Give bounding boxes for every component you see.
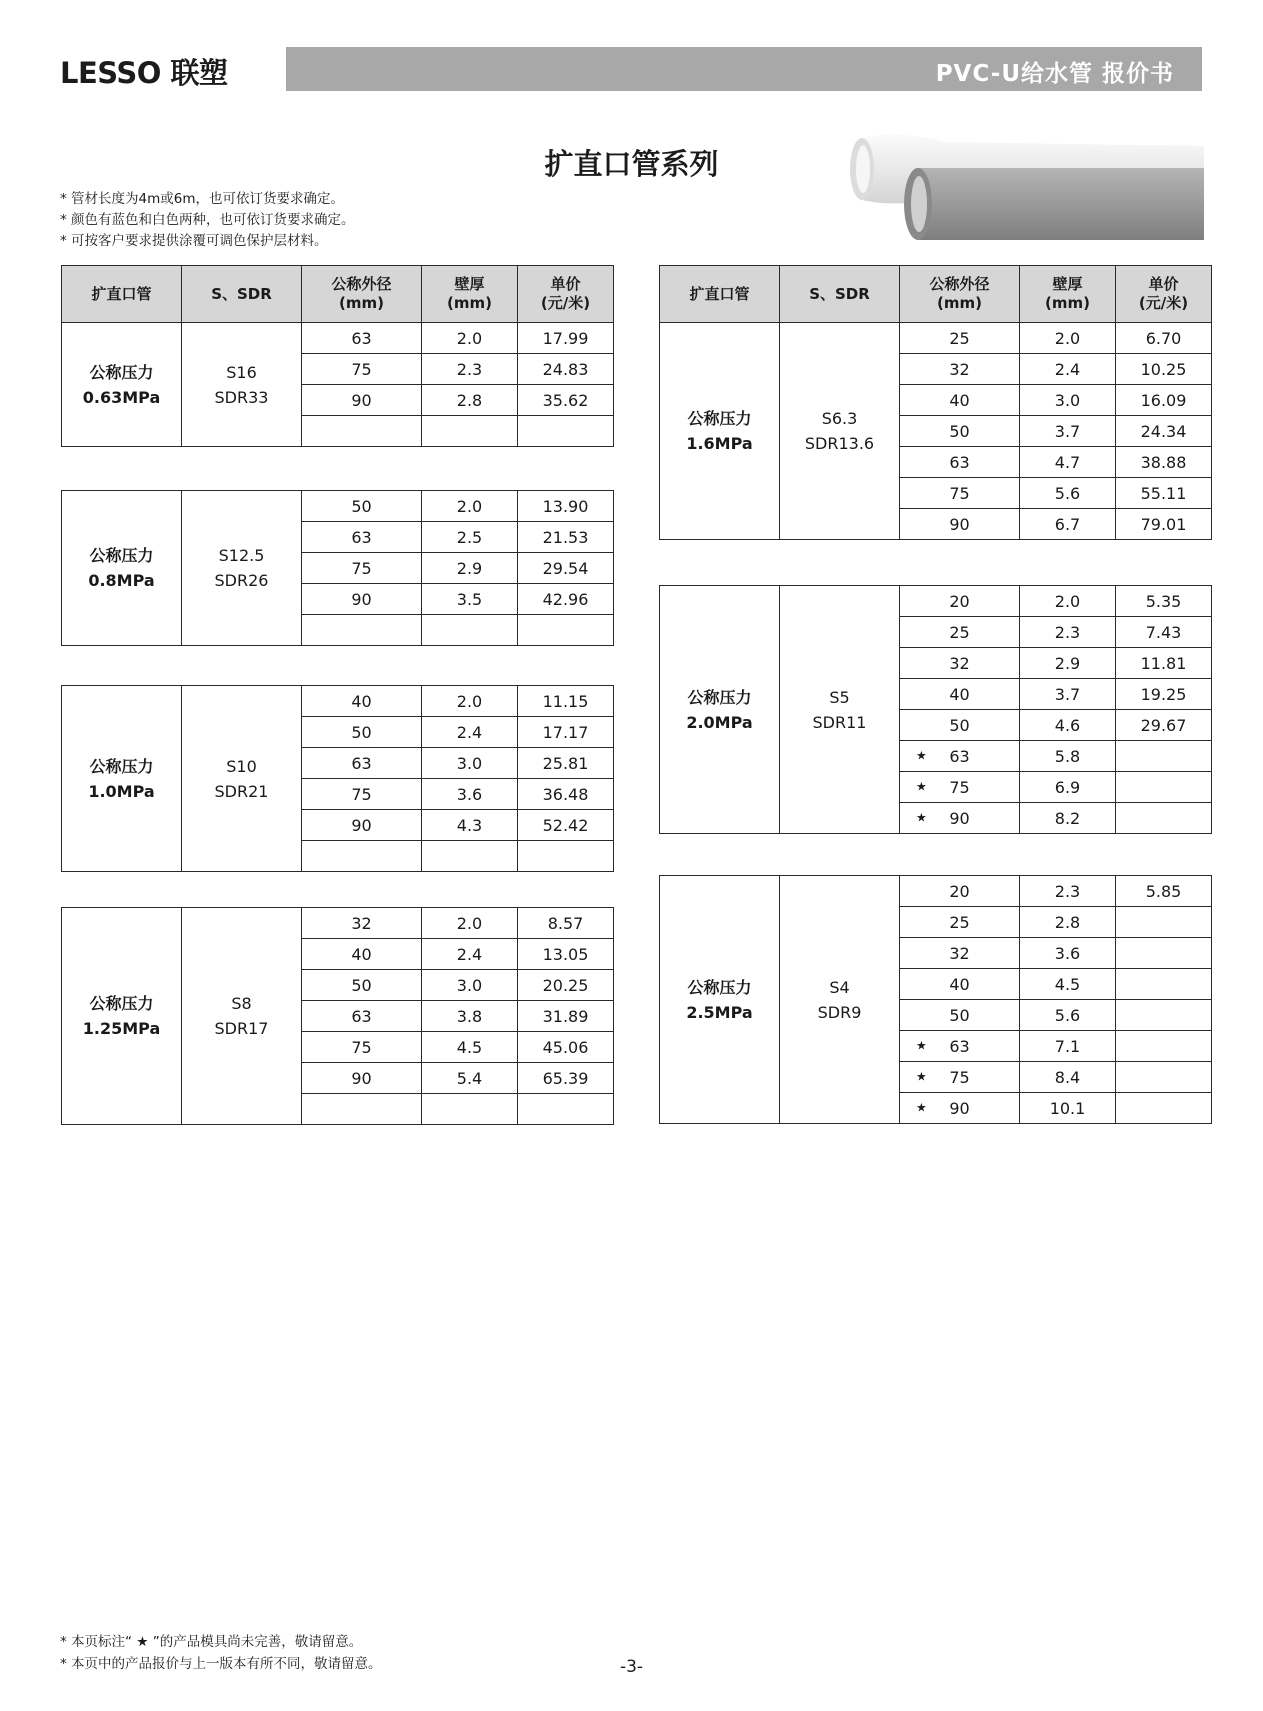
outer-diameter-cell bbox=[900, 354, 1020, 385]
series-s: S6.3 bbox=[821, 409, 858, 428]
pressure-label: 公称压力 bbox=[89, 756, 154, 776]
unit-price-cell: 52.42 bbox=[518, 810, 614, 841]
lesso-logo: LESSO 联塑 bbox=[60, 56, 228, 90]
outer-diameter-cell bbox=[900, 803, 1020, 834]
pressure-cell bbox=[62, 491, 182, 646]
pressure-label: 公称压力 bbox=[687, 977, 752, 997]
outer-diameter-value: 40 bbox=[949, 684, 970, 704]
outer-diameter-value: 20 bbox=[949, 881, 970, 901]
outer-diameter-value: 20 bbox=[949, 591, 970, 611]
table-row bbox=[62, 686, 614, 717]
table-row bbox=[660, 586, 1212, 617]
outer-diameter-cell bbox=[302, 491, 422, 522]
outer-diameter-value: 75 bbox=[949, 777, 970, 797]
wall-thickness-cell bbox=[422, 615, 518, 646]
wall-thickness-cell: 2.3 bbox=[422, 354, 518, 385]
outer-diameter-cell bbox=[302, 908, 422, 939]
unit-price-cell: 79.01 bbox=[1116, 509, 1212, 540]
note-coating: * 可按客户要求提供涂覆可调色保护层材料。 bbox=[60, 233, 328, 249]
outer-diameter-value: 50 bbox=[949, 715, 970, 735]
outer-diameter-cell bbox=[900, 710, 1020, 741]
outer-diameter-value: 75 bbox=[351, 1037, 372, 1057]
wall-thickness-cell: 2.0 bbox=[422, 686, 518, 717]
unit-price-cell bbox=[518, 841, 614, 872]
unit-price-cell: 10.25 bbox=[1116, 354, 1212, 385]
table-header-row bbox=[660, 266, 1212, 323]
column-header: 扩直口管 bbox=[660, 266, 780, 323]
wall-thickness-cell: 2.3 bbox=[1020, 617, 1116, 648]
unit-price-cell: 19.25 bbox=[1116, 679, 1212, 710]
series-sdr: SDR11 bbox=[812, 712, 867, 732]
series-s: S8 bbox=[231, 994, 252, 1013]
spec-table bbox=[659, 585, 1212, 834]
outer-diameter-value: 75 bbox=[351, 784, 372, 804]
wall-thickness-cell: 2.4 bbox=[422, 939, 518, 970]
unit-price-cell bbox=[1116, 1093, 1212, 1124]
unit-price-cell: 17.17 bbox=[518, 717, 614, 748]
pressure-label: 公称压力 bbox=[687, 687, 752, 707]
header-bar bbox=[286, 47, 1202, 91]
column-header: 单价 (元/米) bbox=[1116, 266, 1212, 323]
outer-diameter-cell bbox=[302, 615, 422, 646]
note-length: * 管材长度为4m或6m，也可依订货要求确定。 bbox=[60, 191, 345, 207]
outer-diameter-cell bbox=[302, 522, 422, 553]
unit-price-cell bbox=[1116, 1031, 1212, 1062]
column-header: 公称外径 (mm) bbox=[302, 266, 422, 323]
outer-diameter-value: 50 bbox=[949, 421, 970, 441]
outer-diameter-cell bbox=[302, 841, 422, 872]
wall-thickness-cell: 10.1 bbox=[1020, 1093, 1116, 1124]
outer-diameter-cell bbox=[302, 584, 422, 615]
outer-diameter-value: 90 bbox=[351, 815, 372, 835]
wall-thickness-cell: 3.7 bbox=[1020, 416, 1116, 447]
unit-price-cell: 5.35 bbox=[1116, 586, 1212, 617]
unit-price-cell: 7.43 bbox=[1116, 617, 1212, 648]
series-sdr: SDR17 bbox=[214, 1019, 269, 1038]
outer-diameter-cell bbox=[900, 509, 1020, 540]
outer-diameter-value: 75 bbox=[351, 359, 372, 379]
series-sdr: SDR9 bbox=[817, 1002, 862, 1022]
unit-price-cell: 17.99 bbox=[518, 323, 614, 354]
wall-thickness-cell: 4.5 bbox=[422, 1032, 518, 1063]
wall-thickness-cell: 3.0 bbox=[422, 748, 518, 779]
unit-price-cell: 24.34 bbox=[1116, 416, 1212, 447]
wall-thickness-cell: 4.6 bbox=[1020, 710, 1116, 741]
unit-price-cell: 25.81 bbox=[518, 748, 614, 779]
outer-diameter-cell bbox=[302, 323, 422, 354]
unit-price-cell: 8.57 bbox=[518, 908, 614, 939]
unit-price-cell bbox=[1116, 907, 1212, 938]
outer-diameter-cell bbox=[302, 1001, 422, 1032]
outer-diameter-value: 25 bbox=[949, 912, 970, 932]
wall-thickness-cell: 2.4 bbox=[422, 717, 518, 748]
outer-diameter-value: 90 bbox=[949, 1098, 970, 1118]
spec-table bbox=[61, 490, 614, 646]
column-header: 单价 (元/米) bbox=[518, 266, 614, 323]
wall-thickness-cell: 3.5 bbox=[422, 584, 518, 615]
outer-diameter-value: 63 bbox=[949, 452, 970, 472]
outer-diameter-value: 40 bbox=[949, 390, 970, 410]
page-title: 扩直口管系列 bbox=[544, 147, 719, 181]
unit-price-cell bbox=[1116, 803, 1212, 834]
unit-price-cell: 42.96 bbox=[518, 584, 614, 615]
column-header: 壁厚 (mm) bbox=[422, 266, 518, 323]
outer-diameter-value: 90 bbox=[351, 390, 372, 410]
unit-price-cell: 13.90 bbox=[518, 491, 614, 522]
wall-thickness-cell: 2.3 bbox=[1020, 876, 1116, 907]
series-s: S5 bbox=[829, 687, 850, 707]
pressure-value: 2.5MPa bbox=[686, 1002, 753, 1022]
sdr-cell bbox=[182, 323, 302, 447]
wall-thickness-cell bbox=[422, 416, 518, 447]
outer-diameter-cell bbox=[900, 586, 1020, 617]
unit-price-cell: 20.25 bbox=[518, 970, 614, 1001]
outer-diameter-value: 50 bbox=[949, 1005, 970, 1025]
outer-diameter-value: 75 bbox=[949, 1067, 970, 1087]
wall-thickness-cell: 5.8 bbox=[1020, 741, 1116, 772]
footnote-price: * 本页中的产品报价与上一版本有所不同，敬请留意。 bbox=[60, 1656, 382, 1672]
outer-diameter-cell bbox=[900, 772, 1020, 803]
column-header: 公称外径 (mm) bbox=[900, 266, 1020, 323]
note-color: * 颜色有蓝色和白色两种，也可依订货要求确定。 bbox=[60, 212, 355, 228]
header-title: PVC-U给水管 报价书 bbox=[935, 61, 1174, 87]
unit-price-cell bbox=[1116, 1000, 1212, 1031]
pressure-cell bbox=[660, 876, 780, 1124]
column-header: 扩直口管 bbox=[62, 266, 182, 323]
column-header: S、SDR bbox=[780, 266, 900, 323]
outer-diameter-value: 63 bbox=[949, 1036, 970, 1056]
unit-price-cell: 65.39 bbox=[518, 1063, 614, 1094]
outer-diameter-cell bbox=[900, 478, 1020, 509]
wall-thickness-cell: 5.4 bbox=[422, 1063, 518, 1094]
column-header: S、SDR bbox=[182, 266, 302, 323]
wall-thickness-cell: 8.2 bbox=[1020, 803, 1116, 834]
footnote-star: * 本页标注“ ★ ”的产品模具尚未完善，敬请留意。 bbox=[60, 1634, 363, 1650]
unit-price-cell: 13.05 bbox=[518, 939, 614, 970]
unit-price-cell bbox=[1116, 772, 1212, 803]
unit-price-cell bbox=[1116, 969, 1212, 1000]
star-mark: ★ bbox=[916, 1038, 927, 1053]
pressure-value: 1.6MPa bbox=[686, 434, 753, 453]
pressure-label: 公称压力 bbox=[89, 362, 154, 382]
outer-diameter-cell bbox=[900, 1062, 1020, 1093]
star-mark: ★ bbox=[916, 1069, 927, 1084]
outer-diameter-value: 40 bbox=[351, 691, 372, 711]
pressure-value: 0.63MPa bbox=[82, 387, 161, 407]
star-mark: ★ bbox=[916, 779, 927, 794]
unit-price-cell bbox=[1116, 938, 1212, 969]
unit-price-cell: 29.67 bbox=[1116, 710, 1212, 741]
wall-thickness-cell: 3.6 bbox=[422, 779, 518, 810]
spec-table bbox=[659, 875, 1212, 1124]
table-row bbox=[660, 323, 1212, 354]
outer-diameter-cell bbox=[900, 385, 1020, 416]
series-sdr: SDR21 bbox=[214, 781, 269, 801]
wall-thickness-cell: 2.0 bbox=[422, 908, 518, 939]
series-sdr: SDR26 bbox=[214, 571, 269, 590]
unit-price-cell: 38.88 bbox=[1116, 447, 1212, 478]
series-s: S4 bbox=[829, 977, 850, 997]
wall-thickness-cell: 8.4 bbox=[1020, 1062, 1116, 1093]
outer-diameter-cell bbox=[302, 553, 422, 584]
table-row bbox=[660, 876, 1212, 907]
outer-diameter-cell bbox=[900, 323, 1020, 354]
spec-table bbox=[61, 265, 614, 447]
outer-diameter-value: 90 bbox=[949, 808, 970, 828]
unit-price-cell: 11.81 bbox=[1116, 648, 1212, 679]
unit-price-cell: 55.11 bbox=[1116, 478, 1212, 509]
pressure-cell bbox=[62, 686, 182, 872]
sdr-cell bbox=[182, 491, 302, 646]
outer-diameter-cell bbox=[900, 907, 1020, 938]
wall-thickness-cell: 2.8 bbox=[422, 385, 518, 416]
outer-diameter-cell bbox=[302, 779, 422, 810]
outer-diameter-cell bbox=[302, 717, 422, 748]
outer-diameter-cell bbox=[900, 1000, 1020, 1031]
pressure-value: 2.0MPa bbox=[686, 712, 753, 732]
page-number: -3- bbox=[619, 1657, 644, 1677]
wall-thickness-cell: 2.5 bbox=[422, 522, 518, 553]
spec-table bbox=[61, 907, 614, 1125]
outer-diameter-value: 63 bbox=[351, 1006, 372, 1026]
wall-thickness-cell: 7.1 bbox=[1020, 1031, 1116, 1062]
outer-diameter-cell bbox=[900, 938, 1020, 969]
outer-diameter-cell bbox=[900, 447, 1020, 478]
series-sdr: SDR33 bbox=[214, 387, 269, 407]
unit-price-cell bbox=[518, 1094, 614, 1125]
wall-thickness-cell: 4.5 bbox=[1020, 969, 1116, 1000]
outer-diameter-value: 32 bbox=[351, 913, 372, 933]
table-row bbox=[62, 323, 614, 354]
unit-price-cell: 16.09 bbox=[1116, 385, 1212, 416]
outer-diameter-cell bbox=[302, 1094, 422, 1125]
outer-diameter-value: 32 bbox=[949, 359, 970, 379]
wall-thickness-cell: 3.7 bbox=[1020, 679, 1116, 710]
outer-diameter-cell bbox=[302, 416, 422, 447]
outer-diameter-value: 63 bbox=[949, 746, 970, 766]
unit-price-cell: 29.54 bbox=[518, 553, 614, 584]
unit-price-cell: 21.53 bbox=[518, 522, 614, 553]
wall-thickness-cell: 2.8 bbox=[1020, 907, 1116, 938]
outer-diameter-cell bbox=[900, 617, 1020, 648]
outer-diameter-value: 50 bbox=[351, 975, 372, 995]
outer-diameter-value: 75 bbox=[949, 483, 970, 503]
star-mark: ★ bbox=[916, 810, 927, 825]
pressure-label: 公称压力 bbox=[89, 994, 154, 1013]
outer-diameter-value: 40 bbox=[949, 974, 970, 994]
outer-diameter-value: 63 bbox=[351, 527, 372, 547]
notes bbox=[60, 189, 355, 252]
wall-thickness-cell bbox=[422, 841, 518, 872]
star-mark: ★ bbox=[916, 748, 927, 763]
pressure-cell bbox=[660, 586, 780, 834]
outer-diameter-value: 32 bbox=[949, 653, 970, 673]
outer-diameter-value: 90 bbox=[949, 514, 970, 534]
outer-diameter-value: 40 bbox=[351, 944, 372, 964]
wall-thickness-cell: 5.6 bbox=[1020, 478, 1116, 509]
outer-diameter-value: 63 bbox=[351, 328, 372, 348]
unit-price-cell bbox=[518, 615, 614, 646]
pressure-cell bbox=[62, 323, 182, 447]
outer-diameter-value: 63 bbox=[351, 753, 372, 773]
unit-price-cell: 6.70 bbox=[1116, 323, 1212, 354]
table-row bbox=[62, 908, 614, 939]
wall-thickness-cell: 3.0 bbox=[1020, 385, 1116, 416]
column-header: 壁厚 (mm) bbox=[1020, 266, 1116, 323]
wall-thickness-cell: 3.6 bbox=[1020, 938, 1116, 969]
outer-diameter-cell bbox=[900, 1093, 1020, 1124]
outer-diameter-value: 50 bbox=[351, 496, 372, 516]
outer-diameter-cell bbox=[302, 686, 422, 717]
outer-diameter-value: 25 bbox=[949, 328, 970, 348]
unit-price-cell bbox=[1116, 1062, 1212, 1093]
wall-thickness-cell: 6.7 bbox=[1020, 509, 1116, 540]
wall-thickness-cell: 3.8 bbox=[422, 1001, 518, 1032]
sdr-cell bbox=[182, 908, 302, 1125]
spec-table bbox=[659, 265, 1212, 540]
outer-diameter-value: 90 bbox=[351, 1068, 372, 1088]
table-header-row bbox=[62, 266, 614, 323]
outer-diameter-cell bbox=[302, 810, 422, 841]
outer-diameter-cell bbox=[302, 1063, 422, 1094]
unit-price-cell bbox=[1116, 741, 1212, 772]
outer-diameter-value: 32 bbox=[949, 943, 970, 963]
outer-diameter-cell bbox=[900, 648, 1020, 679]
outer-diameter-cell bbox=[900, 416, 1020, 447]
outer-diameter-value: 50 bbox=[351, 722, 372, 742]
wall-thickness-cell: 2.0 bbox=[422, 323, 518, 354]
star-mark: ★ bbox=[916, 1100, 927, 1115]
outer-diameter-cell bbox=[302, 385, 422, 416]
series-s: S12.5 bbox=[218, 546, 265, 565]
pressure-value: 0.8MPa bbox=[88, 571, 155, 590]
unit-price-cell: 24.83 bbox=[518, 354, 614, 385]
wall-thickness-cell: 4.7 bbox=[1020, 447, 1116, 478]
wall-thickness-cell: 6.9 bbox=[1020, 772, 1116, 803]
outer-diameter-cell bbox=[302, 1032, 422, 1063]
wall-thickness-cell: 2.0 bbox=[422, 491, 518, 522]
wall-thickness-cell: 5.6 bbox=[1020, 1000, 1116, 1031]
wall-thickness-cell: 4.3 bbox=[422, 810, 518, 841]
wall-thickness-cell: 3.0 bbox=[422, 970, 518, 1001]
sdr-cell bbox=[182, 686, 302, 872]
unit-price-cell: 11.15 bbox=[518, 686, 614, 717]
outer-diameter-cell bbox=[302, 354, 422, 385]
outer-diameter-cell bbox=[900, 679, 1020, 710]
series-s: S16 bbox=[226, 362, 257, 382]
pressure-value: 1.0MPa bbox=[88, 781, 155, 801]
sdr-cell bbox=[780, 586, 900, 834]
wall-thickness-cell: 2.9 bbox=[422, 553, 518, 584]
outer-diameter-cell bbox=[302, 748, 422, 779]
outer-diameter-value: 90 bbox=[351, 589, 372, 609]
spec-table bbox=[61, 685, 614, 872]
outer-diameter-cell bbox=[900, 969, 1020, 1000]
pressure-cell bbox=[660, 323, 780, 540]
unit-price-cell bbox=[518, 416, 614, 447]
outer-diameter-cell bbox=[900, 741, 1020, 772]
wall-thickness-cell: 2.4 bbox=[1020, 354, 1116, 385]
outer-diameter-cell bbox=[302, 970, 422, 1001]
table-row bbox=[62, 491, 614, 522]
pressure-value: 1.25MPa bbox=[82, 1019, 161, 1038]
unit-price-cell: 31.89 bbox=[518, 1001, 614, 1032]
outer-diameter-value: 75 bbox=[351, 558, 372, 578]
unit-price-cell: 36.48 bbox=[518, 779, 614, 810]
page-header bbox=[60, 47, 1202, 91]
wall-thickness-cell: 2.9 bbox=[1020, 648, 1116, 679]
pressure-label: 公称压力 bbox=[89, 546, 154, 565]
series-sdr: SDR13.6 bbox=[804, 434, 875, 453]
series-s: S10 bbox=[226, 756, 257, 776]
outer-diameter-cell bbox=[900, 876, 1020, 907]
outer-diameter-cell bbox=[302, 939, 422, 970]
wall-thickness-cell: 2.0 bbox=[1020, 586, 1116, 617]
sdr-cell bbox=[780, 323, 900, 540]
outer-diameter-cell bbox=[900, 1031, 1020, 1062]
unit-price-cell: 5.85 bbox=[1116, 876, 1212, 907]
unit-price-cell: 45.06 bbox=[518, 1032, 614, 1063]
wall-thickness-cell: 2.0 bbox=[1020, 323, 1116, 354]
pressure-cell bbox=[62, 908, 182, 1125]
pressure-label: 公称压力 bbox=[687, 409, 752, 428]
unit-price-cell: 35.62 bbox=[518, 385, 614, 416]
sdr-cell bbox=[780, 876, 900, 1124]
wall-thickness-cell bbox=[422, 1094, 518, 1125]
outer-diameter-value: 25 bbox=[949, 622, 970, 642]
